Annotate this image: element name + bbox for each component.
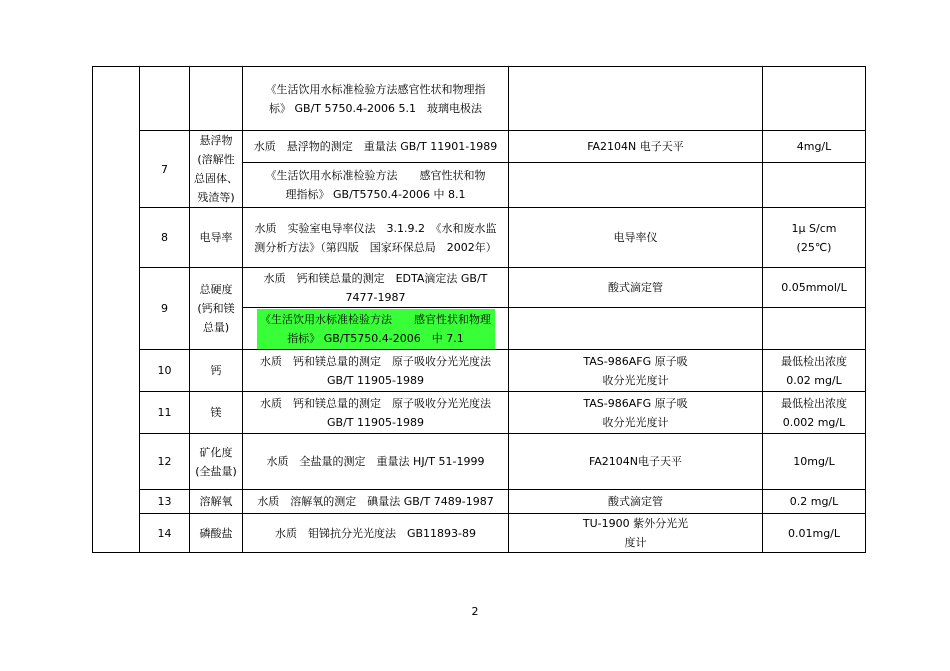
item-cell: [190, 131, 243, 208]
highlighted-method-text: 《生活饮用水标准检验方法 感官性状和物理指标》 GB/T5750.4-2006 中 7.1: [257, 309, 495, 349]
limit-cell: [763, 350, 866, 392]
limit-cell: [763, 208, 866, 268]
instrument-cell: 酸式滴定管: [509, 490, 763, 514]
instrument-text: TAS-986AFG 原子吸收分光光度计: [583, 354, 688, 387]
instrument-cell: FA2104N 电子天平: [509, 131, 763, 163]
method-text: 水质 钙和镁总量的测定 EDTA滴定法 GB/T 7477-1987: [263, 271, 488, 304]
table-row: [93, 434, 866, 490]
blank-left-column: [93, 67, 140, 553]
item-cell: 溶解氧: [190, 490, 243, 514]
method-cell: 水质 悬浮物的测定 重量法 GB/T 11901-1989: [243, 131, 509, 163]
row-number-cell: 8: [140, 208, 190, 268]
instrument-text: TU-1900 紫外分光光度计: [582, 517, 689, 549]
table-row: [93, 514, 866, 553]
limit-cell: 0.2 mg/L: [763, 490, 866, 514]
item-cell: [190, 434, 243, 490]
item-cell: 镁: [190, 392, 243, 434]
item-cell: 磷酸盐: [190, 514, 243, 553]
instrument-cell: FA2104N电子天平: [509, 434, 763, 490]
method-text: 《生活饮用水标准检验方法感官性状和物理指标》 GB/T 5750.4-2006 5.1 玻璃电极法: [265, 82, 486, 115]
limit-cell: 4mg/L: [763, 131, 866, 163]
table-row: [93, 268, 866, 308]
method-cell: [243, 208, 509, 268]
limit-cell: 0.01mg/L: [763, 514, 866, 553]
analysis-methods-table: [92, 66, 866, 553]
table-row: [93, 208, 866, 268]
row-number-cell: 11: [140, 392, 190, 434]
limit-text: 最低检出浓度 0.02 mg/L: [781, 354, 847, 387]
instrument-cell: [509, 392, 763, 434]
row-number-cell: 10: [140, 350, 190, 392]
method-cell: [243, 163, 509, 208]
method-cell: [243, 392, 509, 434]
item-cell: 钙: [190, 350, 243, 392]
table-row: [93, 392, 866, 434]
item-cell: 电导率: [190, 208, 243, 268]
item-cell: [190, 268, 243, 350]
limit-text: 1μ S/cm (25℃): [791, 221, 837, 254]
limit-cell: 10mg/L: [763, 434, 866, 490]
instrument-text: TAS-986AFG 原子吸收分光光度计: [583, 396, 688, 429]
method-text: 水质 实验室电导率仪法 3.1.9.2 《水和废水监测分析方法》（第四版 国家环保总局 2002年）: [254, 221, 497, 254]
row-number-cell: 14: [140, 514, 190, 553]
instrument-cell: 酸式滴定管: [509, 268, 763, 308]
row-number-cell: 7: [140, 131, 190, 208]
method-cell: [243, 308, 509, 350]
method-text: 《生活饮用水标准检验方法 感官性状和物理指标》 GB/T5750.4-2006 中 8.1: [265, 169, 486, 202]
limit-cell: [763, 67, 866, 131]
limit-cell: 0.05mmol/L: [763, 268, 866, 308]
instrument-cell: [509, 163, 763, 208]
row-number-cell: 12: [140, 434, 190, 490]
limit-cell: [763, 308, 866, 350]
limit-cell: [763, 163, 866, 208]
table-row: [93, 131, 866, 163]
limit-text: 最低检出浓度 0.002 mg/L: [781, 396, 847, 429]
method-cell: 水质 溶解氧的测定 碘量法 GB/T 7489-1987: [243, 490, 509, 514]
method-text: 水质 钙和镁总量的测定 原子吸收分光光度法 GB/T 11905-1989: [260, 396, 491, 429]
table-row: [93, 350, 866, 392]
limit-cell: [763, 392, 866, 434]
item-text: 悬浮物(溶解性总固体、残渣等): [194, 134, 238, 204]
row-number-cell: 9: [140, 268, 190, 350]
instrument-cell: [509, 350, 763, 392]
table-row: [93, 490, 866, 514]
page-number: 2: [471, 605, 479, 618]
instrument-cell: 电导率仪: [509, 208, 763, 268]
instrument-cell: [509, 67, 763, 131]
row-number-cell: 13: [140, 490, 190, 514]
item-text: 矿化度(全盐量): [195, 445, 237, 478]
method-cell: [243, 350, 509, 392]
instrument-cell: [509, 308, 763, 350]
method-cell: [243, 67, 509, 131]
method-text: 水质 钙和镁总量的测定 原子吸收分光光度法 GB/T 11905-1989: [260, 354, 491, 387]
row-number-cell: [140, 67, 190, 131]
item-text: 总硬度(钙和镁总量): [197, 283, 235, 334]
item-cell: [190, 67, 243, 131]
table-row: [93, 67, 866, 131]
method-cell: 水质 钼锑抗分光光度法 GB11893-89: [243, 514, 509, 553]
method-cell: [243, 268, 509, 308]
method-cell: 水质 全盐量的测定 重量法 HJ/T 51-1999: [243, 434, 509, 490]
instrument-cell: [509, 514, 763, 553]
